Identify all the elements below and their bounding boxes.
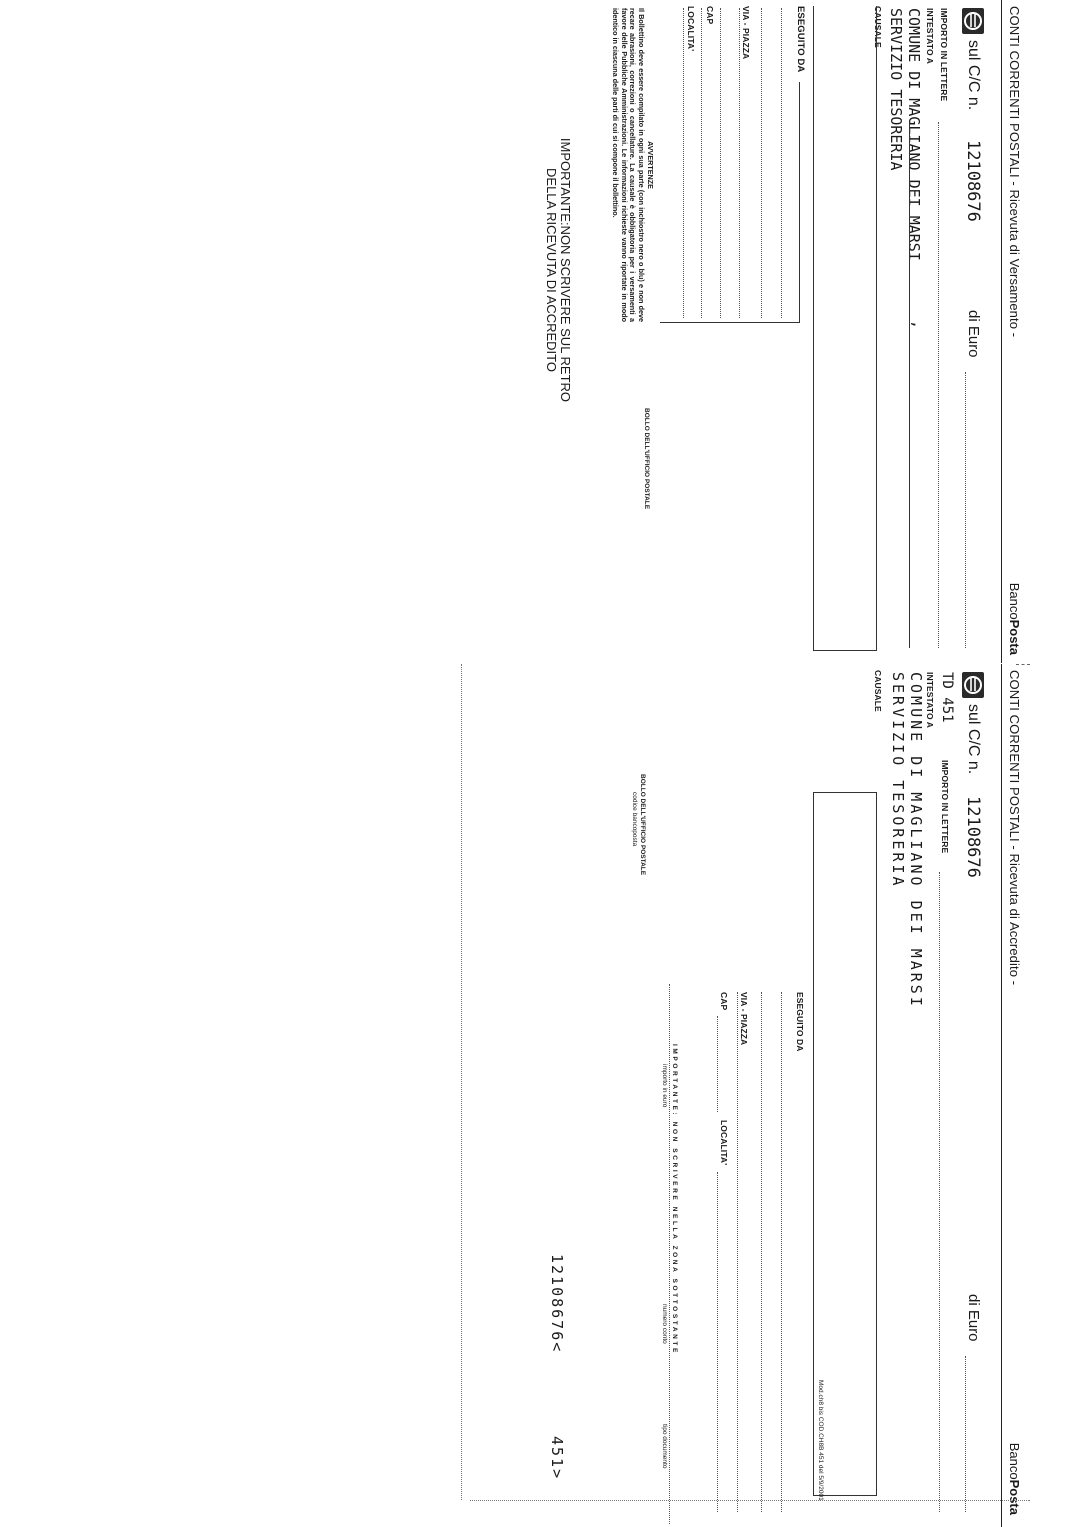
reason-label-right: CAUSALE — [873, 670, 883, 712]
account-label-right: sul C/C n. — [965, 704, 982, 775]
street-label: VIA - PIAZZA — [741, 6, 751, 60]
payee-department-right: SERVIZIO TESORERIA — [889, 672, 907, 889]
payee-department: SERVIZIO TESORERIA — [887, 8, 905, 171]
zone-rule — [669, 984, 670, 1524]
euro-amount-field[interactable] — [965, 372, 966, 648]
reason-field[interactable] — [813, 6, 877, 651]
warnings-text: Il Bollettino deve essere compilato in ogni sua parte (con inchiostro nero o blu) e non deve recare abrasioni, correzioni o cancellature. La causale è obbligatoria per i versamenti a favore delle Pubbliche Amministrazioni. Le informazioni richieste vanno riportate in modo identico in ciascuna delle parti di cui si compone il bollettino. — [610, 8, 647, 322]
receipt-header — [994, 0, 1030, 663]
payer-box-edge — [660, 322, 800, 323]
account-label: sul C/C n. — [965, 40, 982, 111]
city-field-right[interactable] — [717, 1172, 718, 1512]
model-code-label: Mod.ch8 bis COD.CH8B 451 del 5/9/2001 — [817, 1380, 824, 1501]
bancoposta-brand-right: BancoPosta — [1007, 1442, 1022, 1515]
payer-rule — [799, 82, 800, 322]
ocr-document-type: 451> — [548, 1436, 566, 1481]
payee-comma: , — [909, 320, 927, 330]
street-field-line2[interactable] — [720, 8, 721, 318]
amount-words-label-right: IMPORTO IN LETTERE — [940, 760, 950, 854]
zip-field[interactable] — [701, 8, 702, 318]
euro-amount-field-right[interactable] — [965, 1356, 966, 1512]
bancoposta-code-label: codice bancoposta — [631, 792, 638, 847]
amount-words-field-right[interactable] — [939, 872, 940, 1512]
col-account-number: numero conto — [661, 1304, 668, 1344]
payee-rule — [909, 122, 910, 648]
do-not-write-zone-notice: IMPORTANTE: NON SCRIVERE NELLA ZONA SOTTOSTANTE — [671, 1044, 678, 1355]
right-slip-edge — [470, 1500, 1030, 1501]
post-office-stamp-label: BOLLO DELL'UFFICIO POSTALE — [643, 408, 650, 510]
payer-field-line2[interactable] — [761, 8, 762, 318]
col-amount-euro: importo in euro — [661, 1064, 668, 1108]
header-rule — [1001, 0, 1002, 663]
zip-label: CAP — [705, 6, 715, 25]
account-number: 12108676 — [963, 140, 983, 222]
amount-words-field[interactable] — [938, 122, 939, 648]
zip-label-right: CAP — [719, 992, 729, 1011]
city-label-right: LOCALITA' — [719, 1120, 729, 1166]
warnings-block — [610, 8, 654, 322]
accredito-header — [994, 664, 1030, 1527]
city-label: LOCALITA' — [686, 6, 696, 52]
street-field-right[interactable] — [737, 992, 738, 1512]
euro-label-right: di Euro — [965, 1294, 982, 1342]
payee-name: COMUNE DI MAGLIANO DEI MARSI — [905, 8, 923, 261]
right-slip-bottom-edge — [461, 664, 462, 1500]
payer-label: ESEGUITO DA — [795, 6, 806, 73]
document-type: TD 451 — [939, 672, 955, 723]
payee-label-right: INTESTATO A — [925, 672, 935, 729]
street-field[interactable] — [739, 8, 740, 318]
important-line1: IMPORTANTE:NON SCRIVERE SUL RETRO — [558, 137, 573, 403]
payer-label-right: ESEGUITO DA — [795, 992, 805, 1052]
payer-field-right-line1[interactable] — [781, 992, 782, 1512]
receipt-accredito — [0, 664, 1030, 1527]
city-field[interactable] — [683, 8, 684, 318]
important-notice — [544, 60, 572, 480]
payer-field-line1[interactable] — [781, 8, 782, 318]
euro-logo-icon — [962, 8, 984, 34]
street-label-right: VIA - PIAZZA — [739, 992, 749, 1046]
post-office-stamp-label-right: BOLLO DELL'UFFICIO POSTALE — [639, 774, 646, 876]
ocr-account-number: 12108676< — [548, 1254, 566, 1354]
account-number-right: 12108676 — [963, 796, 983, 878]
receipt-title: CONTI CORRENTI POSTALI - Ricevuta di Versamento - — [1007, 6, 1022, 338]
important-line2: DELLA RICEVUTA DI ACCREDITO — [544, 168, 559, 372]
euro-label: di Euro — [965, 310, 982, 358]
col-document-type: tipo documento — [661, 1424, 668, 1469]
accredito-title: CONTI CORRENTI POSTALI - Ricevuta di Accredito - — [1007, 670, 1022, 986]
warnings-title: AVVERTENZE — [646, 141, 655, 189]
bancoposta-brand: BancoPosta — [1007, 582, 1022, 655]
payee-label: INTESTATO A — [925, 8, 935, 65]
receipt-versamento — [0, 0, 1030, 663]
accredito-header-rule — [1001, 664, 1002, 1527]
amount-words-label: IMPORTO IN LETTERE — [939, 8, 949, 102]
euro-logo-icon-right — [962, 672, 984, 698]
zip-field-right[interactable] — [717, 1016, 718, 1112]
payee-name-right: COMUNE DI MAGLIANO DEI MARSI — [907, 672, 925, 1009]
payer-field-right-line2[interactable] — [761, 992, 762, 1512]
reason-label: CAUSALE — [873, 6, 883, 48]
